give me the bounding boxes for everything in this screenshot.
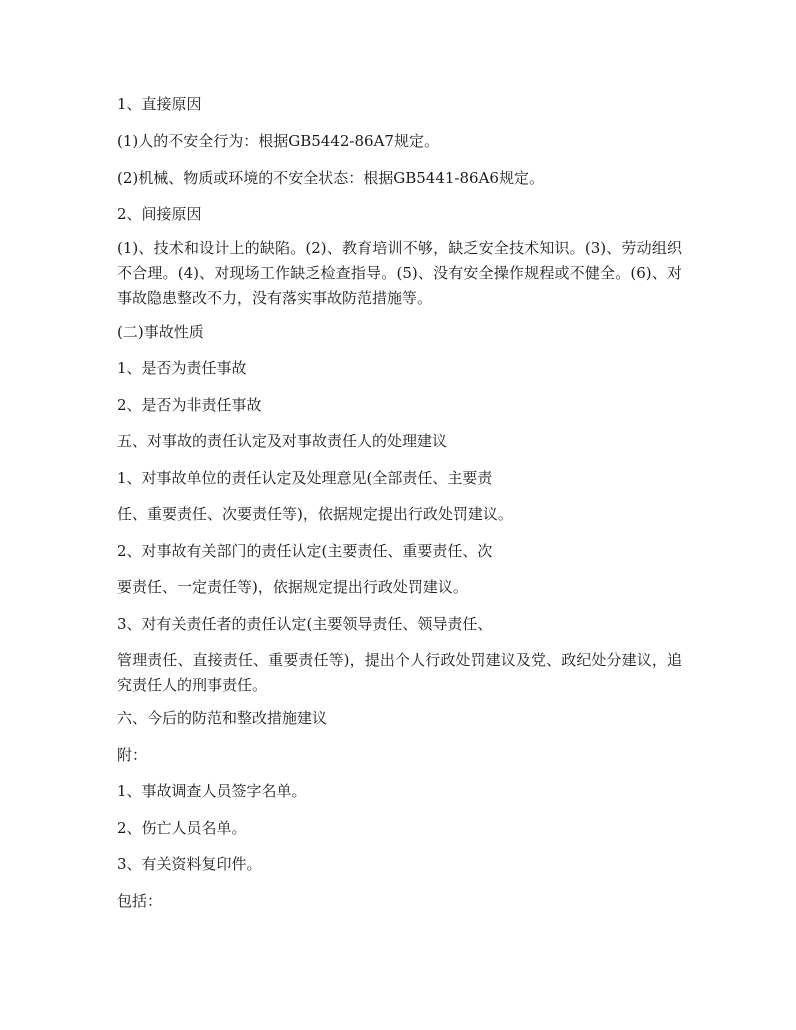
text-appendix-item-3: 3、有关资料复印件。: [117, 855, 262, 873]
text-non-liability-accident: 2、是否为非责任事故: [117, 396, 262, 414]
paragraph-person-liability-2: 管理责任、直接责任、重要责任等)，提出个人行政处罚建议及党、政纪处分建议，追究责任人的刑事责任。: [117, 651, 682, 694]
text-unit-liability-1: 1、对事故单位的责任认定及处理意见(全部责任、主要责: [117, 469, 493, 487]
heading-indirect-cause: 2、间接原因: [117, 205, 202, 223]
heading-section-five: 五、对事故的责任认定及对事故责任人的处理建议: [117, 432, 448, 450]
text-person-liability-1: 3、对有关责任者的责任认定(主要领导责任、领导责任、: [117, 615, 493, 633]
heading-appendix: 附：: [117, 746, 148, 764]
text-includes: 包括：: [117, 892, 163, 910]
text-appendix-item-1: 1、事故调查人员签字名单。: [117, 782, 307, 800]
heading-section-six: 六、今后的防范和整改措施建议: [117, 709, 328, 727]
heading-accident-nature: (二)事故性质: [117, 323, 204, 341]
text-unsafe-state: (2)机械、物质或环境的不安全状态：根据GB5441-86A6规定。: [117, 169, 544, 187]
heading-direct-cause: 1、直接原因: [117, 95, 202, 113]
text-liability-accident: 1、是否为责任事故: [117, 359, 247, 377]
text-unit-liability-2: 任、重要责任、次要责任等)，依据规定提出行政处罚建议。: [117, 505, 513, 523]
text-appendix-item-2: 2、伤亡人员名单。: [117, 819, 247, 837]
text-unsafe-behavior: (1)人的不安全行为：根据GB5442-86A7规定。: [117, 132, 439, 150]
text-department-liability-2: 要责任、一定责任等)，依据规定提出行政处罚建议。: [117, 578, 468, 596]
paragraph-indirect-causes: (1)、技术和设计上的缺陷。(2)、教育培训不够，缺乏安全技术知识。(3)、劳动组织不合理。(4)、对现场工作缺乏检查指导。(5)、没有安全操作规程或不健全。(6)、对事故隐患整改不力，没有落实事故防范措施等。: [117, 239, 682, 307]
text-department-liability-1: 2、对事故有关部门的责任认定(主要责任、重要责任、次: [117, 542, 493, 560]
